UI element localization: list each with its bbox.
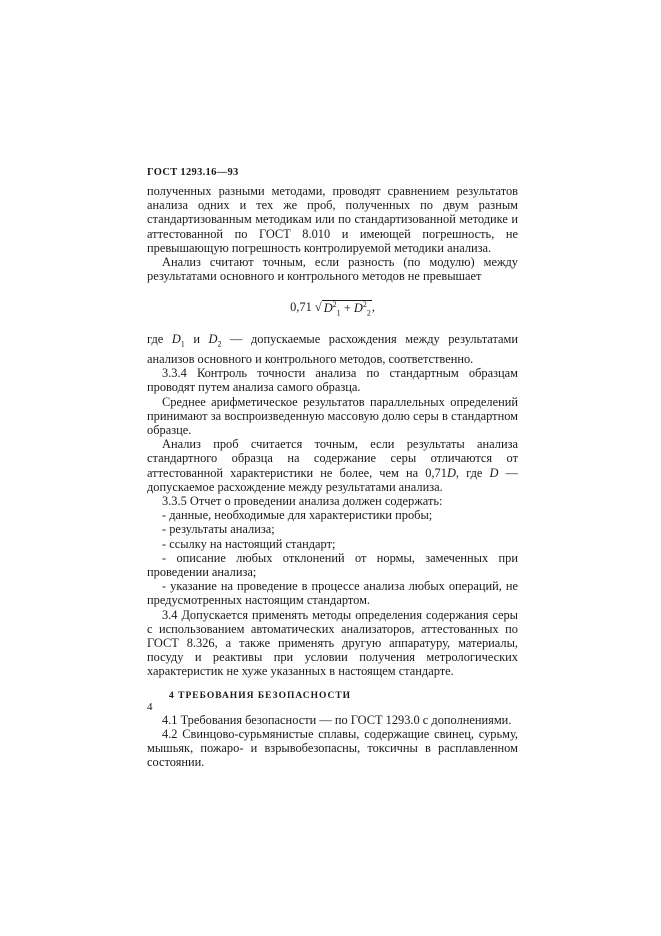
formula-radical-sign: √ [314, 300, 322, 315]
paragraph-mean-result: Среднее арифметическое результатов параллельных определений принимают за воспроизведенную массовую долю серы в стандартном образце. [147, 394, 518, 437]
list-item: - описание любых отклонений от нормы, замеченных при проведении анализа; [147, 550, 518, 579]
sample-accuracy-part3: — допускаемое расхождение между результатами анализа. [147, 465, 518, 494]
where-d1-subscript: 1 [180, 339, 185, 349]
where-d1 [171, 332, 185, 349]
sample-accuracy-part2: , где [455, 465, 483, 480]
sample-accuracy-d1: D [446, 465, 456, 480]
list-item: - ссылку на настоящий стандарт; [162, 536, 336, 551]
list-item: - результаты анализа; [162, 522, 275, 537]
sample-accuracy-part1: Анализ проб считается точным, если результаты анализа стандартного образца на содержание серы отличаются от аттестованной характеристики не более, чем на 0,71 [147, 437, 518, 480]
document-body [147, 184, 518, 770]
sample-accuracy-d2: D [489, 465, 499, 480]
formula-coefficient: 0,71 [290, 300, 312, 315]
document-header: ГОСТ 1293.16—93 [147, 167, 239, 178]
where-d2-subscript: 2 [217, 339, 222, 349]
formula-d1-letter: D [323, 300, 333, 315]
paragraph-4-1: 4.1 Требования безопасности — по ГОСТ 1293.0 с дополнениями. [162, 712, 512, 727]
paragraph-4-2: 4.2 Свинцово-сурьмянистые сплавы, содержащие свинец, сурьму, мышьяк, пожаро- и взрывобезопасны, токсичны в расплавленном состоянии. [147, 726, 518, 770]
formula-sqrt [315, 297, 372, 320]
page-number: 4 [147, 701, 153, 713]
paragraph-continuation: полученных разными методами, проводят сравнением результатов анализа одних и тех же проб, полученных по двум разным стандартизованным методикам или по стандартизованной методике и аттестованной по ГОСТ 8.010 и имеющей погрешность, не превышающую погрешность контролируемой методики анализа. [147, 184, 518, 255]
formula-d2-exponent: 2 [362, 299, 367, 309]
where-d2 [208, 332, 222, 349]
list-item: - данные, необходимые для характеристики пробы; [162, 508, 433, 523]
where-d2-letter: D [208, 332, 218, 347]
formula-d1-subscript: 1 [336, 308, 341, 318]
where-rest: — допускаемые расхождения между результатами анализов основного и контрольного методов, соответственно. [147, 332, 519, 366]
paragraph-3-4: 3.4 Допускается применять методы определения содержания серы с использованием автоматических анализаторов, аттестованных по ГОСТ 8.326, а также применять другую аппаратуру, материалы, посуду и реактивы при условии получения метрологических характеристик не хуже указанных в настоящем стандарте. [147, 607, 518, 679]
paragraph-where-definition [147, 332, 518, 366]
section-title: 4 ТРЕБОВАНИЯ БЕЗОПАСНОСТИ [169, 690, 352, 701]
formula-d2-subscript: 2 [366, 308, 371, 318]
paragraph-sample-accuracy [147, 437, 518, 494]
where-and: и [193, 332, 200, 347]
formula [147, 297, 518, 320]
formula-d2-letter: D [353, 300, 363, 315]
list-item: - указание на проведение в процессе анализа любых операций, не предусмотренных настоящим стандартом. [147, 579, 518, 608]
paragraph-accuracy-criterion: Анализ считают точным, если разность (по модулю) между результатами основного и контрольного методов не превышает [147, 255, 518, 284]
formula-plus: + [343, 300, 351, 315]
where-d1-letter: D [171, 332, 181, 347]
formula-trailing-comma: , [371, 300, 375, 315]
paragraph-3-3-4: 3.3.4 Контроль точности анализа по стандартным образцам проводят путем анализа самого образца. [147, 366, 518, 395]
formula-radicand [322, 299, 372, 318]
paragraph-3-3-5: 3.3.5 Отчет о проведении анализа должен содержать: [162, 493, 443, 508]
where-word: где [147, 332, 164, 347]
formula-d1-exponent: 2 [332, 299, 337, 309]
